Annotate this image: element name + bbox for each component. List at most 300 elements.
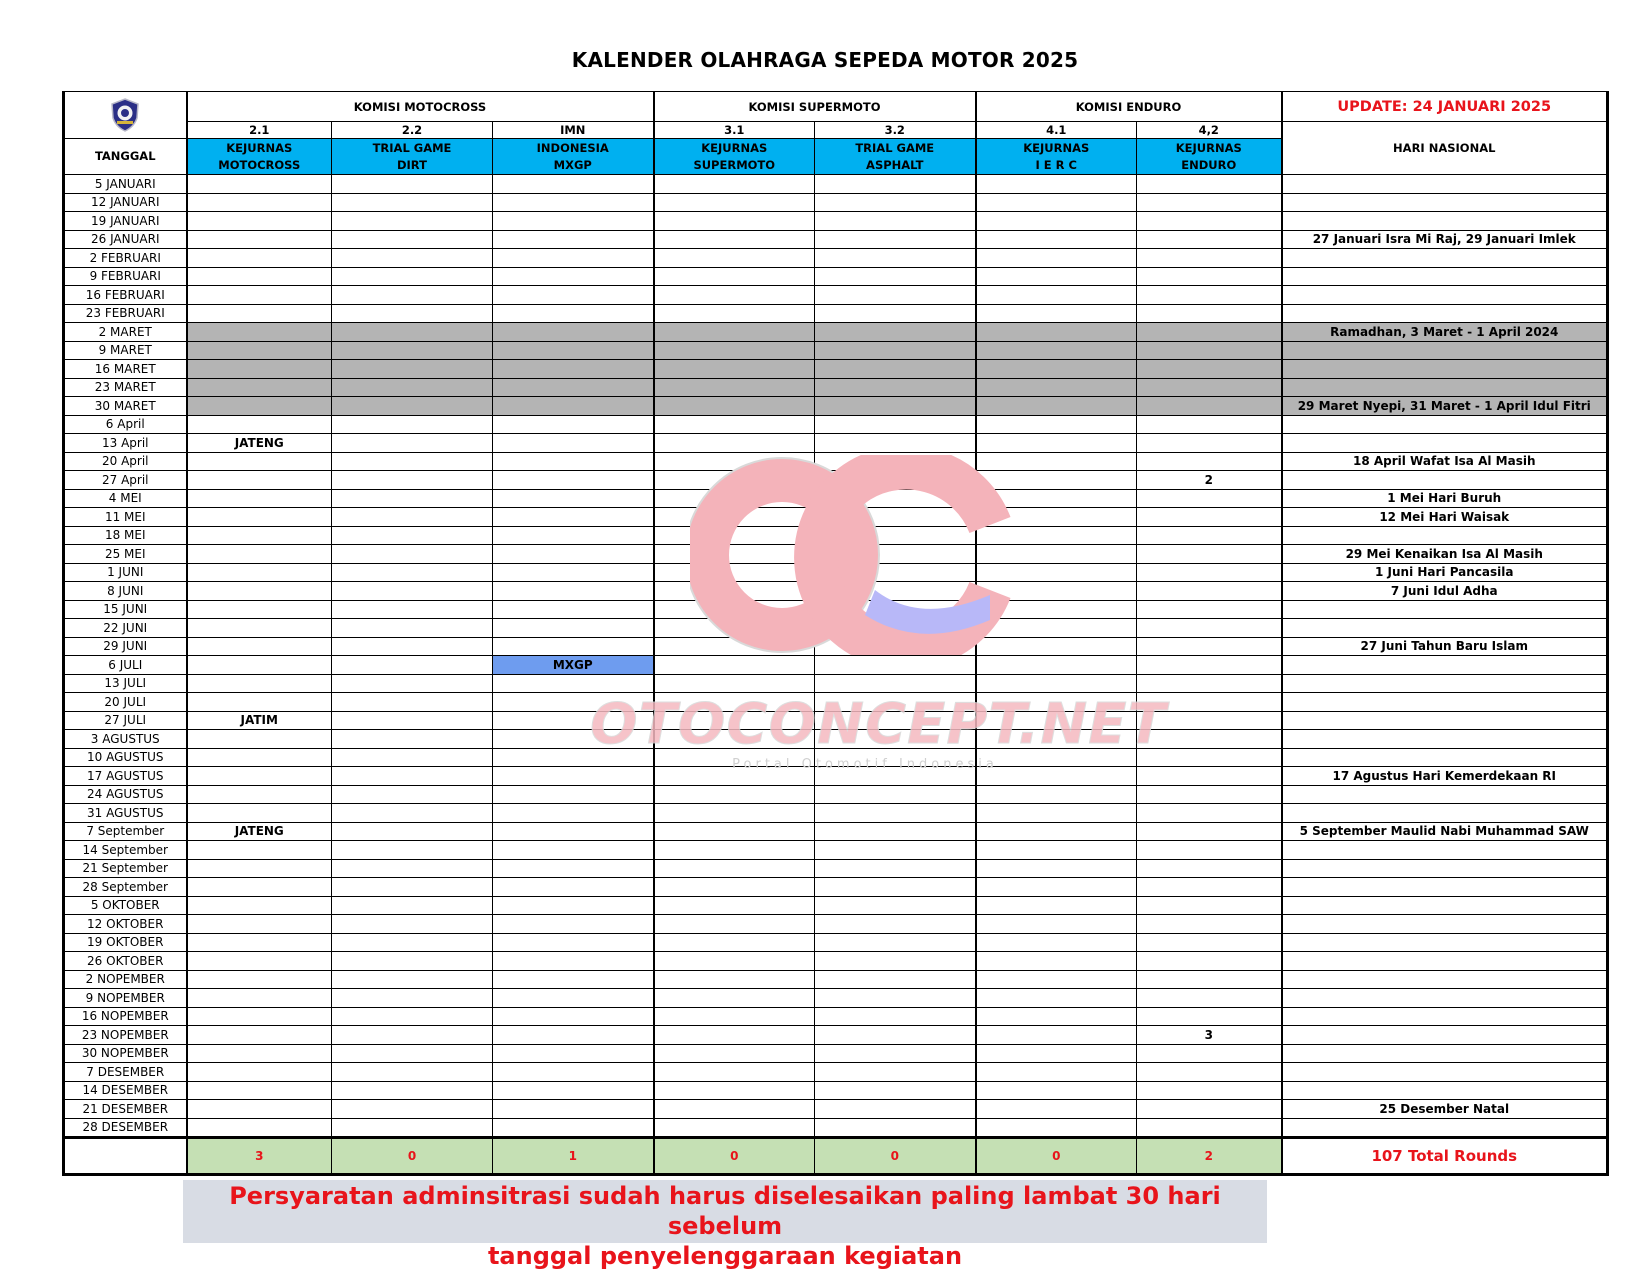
event-cell bbox=[493, 785, 654, 804]
event-cell: JATENG bbox=[187, 434, 332, 453]
holiday-cell bbox=[1282, 249, 1608, 268]
date-cell: 10 AGUSTUS bbox=[64, 748, 187, 767]
event-cell bbox=[654, 415, 815, 434]
event-cell bbox=[187, 360, 332, 379]
event-cell bbox=[187, 267, 332, 286]
date-cell: 24 AGUSTUS bbox=[64, 785, 187, 804]
date-cell: 30 NOPEMBER bbox=[64, 1044, 187, 1063]
event-cell bbox=[187, 286, 332, 305]
event-cell bbox=[493, 693, 654, 712]
date-cell: 27 April bbox=[64, 471, 187, 490]
event-cell bbox=[332, 915, 493, 934]
event-cell bbox=[187, 415, 332, 434]
event-cell bbox=[493, 1100, 654, 1119]
event-cell bbox=[332, 748, 493, 767]
event-cell bbox=[332, 1118, 493, 1138]
event-cell bbox=[654, 434, 815, 453]
event-cell bbox=[1137, 175, 1282, 194]
event-cell bbox=[493, 1118, 654, 1138]
event-cell bbox=[332, 1100, 493, 1119]
event-cell bbox=[815, 1081, 976, 1100]
event-cell bbox=[654, 619, 815, 638]
holiday-cell bbox=[1282, 1007, 1608, 1026]
calendar-body bbox=[64, 175, 1608, 1138]
event-cell bbox=[815, 526, 976, 545]
event-cell bbox=[493, 452, 654, 471]
holiday-cell bbox=[1282, 1118, 1608, 1138]
event-cell bbox=[187, 730, 332, 749]
calendar-row bbox=[64, 989, 1608, 1008]
event-cell bbox=[1137, 1081, 1282, 1100]
category-cell bbox=[1137, 139, 1282, 175]
event-cell bbox=[187, 896, 332, 915]
holiday-cell bbox=[1282, 804, 1608, 823]
event-cell bbox=[654, 526, 815, 545]
event-cell bbox=[654, 767, 815, 786]
calendar-row bbox=[64, 1026, 1608, 1045]
event-cell bbox=[654, 1100, 815, 1119]
event-cell bbox=[332, 970, 493, 989]
event-cell bbox=[976, 804, 1137, 823]
event-cell bbox=[815, 1100, 976, 1119]
event-cell bbox=[493, 878, 654, 897]
holiday-cell: 17 Agustus Hari Kemerdekaan RI bbox=[1282, 767, 1608, 786]
category-line1: KEJURNAS bbox=[1023, 140, 1090, 155]
category-line2: ASPHALT bbox=[866, 157, 924, 172]
event-cell bbox=[654, 785, 815, 804]
event-cell bbox=[187, 1118, 332, 1138]
event-cell bbox=[1137, 1100, 1282, 1119]
date-cell: 5 JANUARI bbox=[64, 175, 187, 194]
event-cell bbox=[815, 785, 976, 804]
logo-cell bbox=[64, 92, 187, 139]
event-cell bbox=[1137, 193, 1282, 212]
event-cell bbox=[976, 212, 1137, 231]
category-line1: KEJURNAS bbox=[1175, 140, 1242, 155]
calendar-row bbox=[64, 582, 1608, 601]
event-cell bbox=[815, 841, 976, 860]
event-cell bbox=[976, 600, 1137, 619]
code-cell: 4.1 bbox=[976, 122, 1137, 139]
date-cell: 14 DESEMBER bbox=[64, 1081, 187, 1100]
event-cell bbox=[654, 1044, 815, 1063]
event-cell bbox=[815, 323, 976, 342]
calendar-row bbox=[64, 378, 1608, 397]
category-cell bbox=[187, 139, 332, 175]
tanggal-header: TANGGAL bbox=[64, 139, 187, 175]
event-cell bbox=[976, 471, 1137, 490]
event-cell bbox=[976, 693, 1137, 712]
event-cell bbox=[815, 545, 976, 564]
date-cell: 1 JUNI bbox=[64, 563, 187, 582]
calendar-row bbox=[64, 508, 1608, 527]
event-cell bbox=[654, 674, 815, 693]
event-cell bbox=[332, 637, 493, 656]
event-cell bbox=[654, 304, 815, 323]
event-cell bbox=[493, 674, 654, 693]
totals-row bbox=[64, 1138, 1608, 1175]
event-cell bbox=[1137, 785, 1282, 804]
event-cell bbox=[815, 582, 976, 601]
event-cell bbox=[654, 711, 815, 730]
event-cell bbox=[654, 452, 815, 471]
event-cell bbox=[187, 841, 332, 860]
calendar-row bbox=[64, 619, 1608, 638]
event-cell bbox=[815, 360, 976, 379]
date-cell: 21 September bbox=[64, 859, 187, 878]
watermark-text: OTOCONCEPT.NET bbox=[590, 692, 1167, 757]
event-cell bbox=[815, 637, 976, 656]
event-cell bbox=[654, 822, 815, 841]
holiday-cell bbox=[1282, 915, 1608, 934]
event-cell bbox=[1137, 323, 1282, 342]
total-cell: 0 bbox=[654, 1138, 815, 1175]
event-cell bbox=[493, 415, 654, 434]
event-cell bbox=[187, 471, 332, 490]
calendar-row bbox=[64, 730, 1608, 749]
event-cell bbox=[1137, 822, 1282, 841]
event-cell bbox=[815, 1044, 976, 1063]
event-cell bbox=[493, 471, 654, 490]
event-cell bbox=[654, 489, 815, 508]
calendar-row bbox=[64, 323, 1608, 342]
event-cell bbox=[976, 637, 1137, 656]
event-cell bbox=[187, 1044, 332, 1063]
holiday-cell bbox=[1282, 212, 1608, 231]
date-cell: 2 NOPEMBER bbox=[64, 970, 187, 989]
event-cell bbox=[976, 434, 1137, 453]
holiday-cell bbox=[1282, 600, 1608, 619]
event-cell bbox=[815, 471, 976, 490]
event-cell bbox=[1137, 989, 1282, 1008]
event-cell bbox=[976, 933, 1137, 952]
event-cell bbox=[1137, 378, 1282, 397]
event-cell bbox=[815, 563, 976, 582]
holiday-cell bbox=[1282, 841, 1608, 860]
event-cell bbox=[493, 434, 654, 453]
event-cell bbox=[654, 730, 815, 749]
total-cell: 1 bbox=[493, 1138, 654, 1175]
event-cell bbox=[187, 489, 332, 508]
category-line2: I E R C bbox=[1035, 157, 1077, 172]
event-cell bbox=[332, 656, 493, 675]
event-cell bbox=[187, 748, 332, 767]
event-cell bbox=[332, 193, 493, 212]
event-cell bbox=[654, 397, 815, 416]
komisi-motocross-header: KOMISI MOTOCROSS bbox=[187, 92, 654, 122]
event-cell bbox=[187, 304, 332, 323]
event-cell bbox=[815, 970, 976, 989]
date-cell: 5 OKTOBER bbox=[64, 896, 187, 915]
event-cell bbox=[976, 748, 1137, 767]
date-cell: 22 JUNI bbox=[64, 619, 187, 638]
event-cell bbox=[976, 989, 1137, 1008]
category-cell bbox=[493, 139, 654, 175]
event-cell bbox=[493, 193, 654, 212]
holiday-cell bbox=[1282, 878, 1608, 897]
event-cell bbox=[187, 323, 332, 342]
holiday-cell: 29 Maret Nyepi, 31 Maret - 1 April Idul Fitri bbox=[1282, 397, 1608, 416]
event-cell bbox=[976, 508, 1137, 527]
code-cell: IMN bbox=[493, 122, 654, 139]
event-cell bbox=[976, 452, 1137, 471]
calendar-row bbox=[64, 896, 1608, 915]
calendar-row bbox=[64, 859, 1608, 878]
date-cell: 9 NOPEMBER bbox=[64, 989, 187, 1008]
calendar-row bbox=[64, 1007, 1608, 1026]
event-cell bbox=[187, 970, 332, 989]
holiday-cell: 7 Juni Idul Adha bbox=[1282, 582, 1608, 601]
event-cell bbox=[493, 952, 654, 971]
holiday-cell bbox=[1282, 711, 1608, 730]
event-cell bbox=[815, 249, 976, 268]
event-cell bbox=[976, 656, 1137, 675]
event-cell bbox=[187, 767, 332, 786]
event-cell bbox=[332, 674, 493, 693]
event-cell bbox=[654, 1063, 815, 1082]
calendar-row bbox=[64, 526, 1608, 545]
event-cell bbox=[493, 1063, 654, 1082]
event-cell bbox=[654, 175, 815, 194]
date-cell: 12 OKTOBER bbox=[64, 915, 187, 934]
event-cell bbox=[493, 933, 654, 952]
event-cell bbox=[654, 360, 815, 379]
event-cell bbox=[187, 915, 332, 934]
calendar-row bbox=[64, 1081, 1608, 1100]
event-cell bbox=[654, 989, 815, 1008]
holiday-cell bbox=[1282, 471, 1608, 490]
event-cell bbox=[332, 1007, 493, 1026]
date-cell: 29 JUNI bbox=[64, 637, 187, 656]
event-cell bbox=[815, 952, 976, 971]
event-cell bbox=[815, 434, 976, 453]
date-cell: 2 MARET bbox=[64, 323, 187, 342]
notice-banner bbox=[183, 1180, 1267, 1270]
date-cell: 11 MEI bbox=[64, 508, 187, 527]
date-cell: 28 September bbox=[64, 878, 187, 897]
calendar-row bbox=[64, 1044, 1608, 1063]
event-cell bbox=[654, 249, 815, 268]
calendar-row bbox=[64, 471, 1608, 490]
calendar-row bbox=[64, 434, 1608, 453]
date-cell: 20 April bbox=[64, 452, 187, 471]
event-cell bbox=[976, 841, 1137, 860]
event-cell: MXGP bbox=[493, 656, 654, 675]
notice-line-1: Persyaratan adminsitrasi sudah harus diselesaikan paling lambat 30 hari sebelum bbox=[229, 1182, 1221, 1240]
date-cell: 20 JULI bbox=[64, 693, 187, 712]
event-cell bbox=[493, 323, 654, 342]
date-cell: 16 NOPEMBER bbox=[64, 1007, 187, 1026]
event-cell bbox=[1137, 804, 1282, 823]
holiday-cell bbox=[1282, 674, 1608, 693]
calendar-row bbox=[64, 711, 1608, 730]
code-cell: 2.1 bbox=[187, 122, 332, 139]
event-cell bbox=[187, 175, 332, 194]
date-cell: 4 MEI bbox=[64, 489, 187, 508]
calendar-row bbox=[64, 970, 1608, 989]
event-cell bbox=[815, 1007, 976, 1026]
calendar-row bbox=[64, 452, 1608, 471]
event-cell bbox=[332, 785, 493, 804]
event-cell bbox=[976, 970, 1137, 989]
event-cell bbox=[654, 286, 815, 305]
calendar-row bbox=[64, 1118, 1608, 1138]
event-cell bbox=[1137, 915, 1282, 934]
event-cell bbox=[493, 822, 654, 841]
event-cell bbox=[976, 175, 1137, 194]
calendar-row bbox=[64, 397, 1608, 416]
event-cell bbox=[815, 989, 976, 1008]
event-cell bbox=[976, 267, 1137, 286]
event-cell bbox=[815, 508, 976, 527]
event-cell bbox=[976, 1007, 1137, 1026]
category-line1: TRIAL GAME bbox=[855, 140, 935, 155]
event-cell bbox=[187, 933, 332, 952]
calendar-row bbox=[64, 545, 1608, 564]
event-cell bbox=[654, 230, 815, 249]
event-cell bbox=[332, 619, 493, 638]
event-cell bbox=[493, 989, 654, 1008]
event-cell bbox=[654, 212, 815, 231]
event-cell bbox=[187, 341, 332, 360]
date-cell: 28 DESEMBER bbox=[64, 1118, 187, 1138]
event-cell bbox=[493, 711, 654, 730]
holiday-cell bbox=[1282, 304, 1608, 323]
event-cell bbox=[1137, 508, 1282, 527]
event-cell bbox=[187, 508, 332, 527]
event-cell bbox=[493, 526, 654, 545]
event-cell bbox=[187, 378, 332, 397]
event-cell bbox=[976, 1100, 1137, 1119]
holiday-cell bbox=[1282, 656, 1608, 675]
calendar-row bbox=[64, 175, 1608, 194]
holiday-cell bbox=[1282, 933, 1608, 952]
calendar-row bbox=[64, 600, 1608, 619]
category-line1: KEJURNAS bbox=[701, 140, 768, 155]
event-cell bbox=[815, 397, 976, 416]
event-cell bbox=[976, 1081, 1137, 1100]
event-cell bbox=[654, 378, 815, 397]
event-cell bbox=[815, 619, 976, 638]
event-cell bbox=[187, 656, 332, 675]
event-cell bbox=[654, 915, 815, 934]
date-cell: 27 JULI bbox=[64, 711, 187, 730]
date-cell: 13 JULI bbox=[64, 674, 187, 693]
event-cell bbox=[976, 730, 1137, 749]
total-cell: 0 bbox=[815, 1138, 976, 1175]
event-cell bbox=[332, 804, 493, 823]
event-cell bbox=[976, 859, 1137, 878]
event-cell bbox=[654, 859, 815, 878]
holiday-cell bbox=[1282, 415, 1608, 434]
calendar-row bbox=[64, 1063, 1608, 1082]
event-cell bbox=[332, 896, 493, 915]
holiday-cell bbox=[1282, 1026, 1608, 1045]
event-cell bbox=[332, 175, 493, 194]
event-cell bbox=[187, 674, 332, 693]
event-cell bbox=[654, 693, 815, 712]
event-cell bbox=[815, 1026, 976, 1045]
event-cell bbox=[1137, 434, 1282, 453]
event-cell bbox=[1137, 304, 1282, 323]
category-cell bbox=[815, 139, 976, 175]
holiday-cell bbox=[1282, 693, 1608, 712]
event-cell bbox=[1137, 360, 1282, 379]
watermark-subtitle: Portal Otomotif Indonesia bbox=[732, 757, 998, 772]
date-cell: 26 OKTOBER bbox=[64, 952, 187, 971]
event-cell bbox=[815, 1063, 976, 1082]
event-cell bbox=[976, 397, 1137, 416]
event-cell bbox=[976, 304, 1137, 323]
event-cell bbox=[1137, 952, 1282, 971]
event-cell bbox=[1137, 545, 1282, 564]
date-cell: 23 NOPEMBER bbox=[64, 1026, 187, 1045]
event-cell bbox=[1137, 249, 1282, 268]
calendar-row bbox=[64, 415, 1608, 434]
event-cell bbox=[815, 212, 976, 231]
holiday-cell bbox=[1282, 989, 1608, 1008]
event-cell bbox=[1137, 230, 1282, 249]
category-line2: DIRT bbox=[396, 157, 427, 172]
calendar-row bbox=[64, 822, 1608, 841]
event-cell bbox=[187, 1007, 332, 1026]
event-cell bbox=[654, 545, 815, 564]
calendar-row bbox=[64, 212, 1608, 231]
event-cell bbox=[493, 748, 654, 767]
holiday-cell: 29 Mei Kenaikan Isa Al Masih bbox=[1282, 545, 1608, 564]
event-cell bbox=[654, 193, 815, 212]
event-cell bbox=[493, 1044, 654, 1063]
event-cell bbox=[654, 582, 815, 601]
date-cell: 19 OKTOBER bbox=[64, 933, 187, 952]
code-cell: 3.2 bbox=[815, 122, 976, 139]
calendar-row bbox=[64, 878, 1608, 897]
event-cell bbox=[332, 1063, 493, 1082]
holiday-cell bbox=[1282, 286, 1608, 305]
date-cell: 21 DESEMBER bbox=[64, 1100, 187, 1119]
date-cell: 30 MARET bbox=[64, 397, 187, 416]
imi-emblem-icon bbox=[109, 98, 141, 132]
event-cell bbox=[654, 341, 815, 360]
event-cell bbox=[815, 748, 976, 767]
date-cell: 15 JUNI bbox=[64, 600, 187, 619]
event-cell bbox=[493, 230, 654, 249]
page-title: KALENDER OLAHRAGA SEPEDA MOTOR 2025 bbox=[571, 48, 1079, 72]
event-cell bbox=[1137, 933, 1282, 952]
category-line2: MXGP bbox=[553, 157, 592, 172]
event-cell bbox=[493, 304, 654, 323]
event-cell bbox=[332, 526, 493, 545]
calendar-row bbox=[64, 693, 1608, 712]
event-cell bbox=[187, 1063, 332, 1082]
calendar-row bbox=[64, 637, 1608, 656]
event-cell bbox=[187, 397, 332, 416]
event-cell bbox=[976, 952, 1137, 971]
calendar-row bbox=[64, 193, 1608, 212]
event-cell bbox=[815, 193, 976, 212]
total-cell: 2 bbox=[1137, 1138, 1282, 1175]
event-cell bbox=[976, 1044, 1137, 1063]
holiday-cell: 5 September Maulid Nabi Muhammad SAW bbox=[1282, 822, 1608, 841]
event-cell bbox=[654, 637, 815, 656]
event-cell bbox=[332, 1026, 493, 1045]
event-cell bbox=[1137, 600, 1282, 619]
event-cell bbox=[493, 1007, 654, 1026]
calendar-row bbox=[64, 656, 1608, 675]
event-cell bbox=[654, 748, 815, 767]
holiday-cell bbox=[1282, 193, 1608, 212]
event-cell bbox=[1137, 582, 1282, 601]
